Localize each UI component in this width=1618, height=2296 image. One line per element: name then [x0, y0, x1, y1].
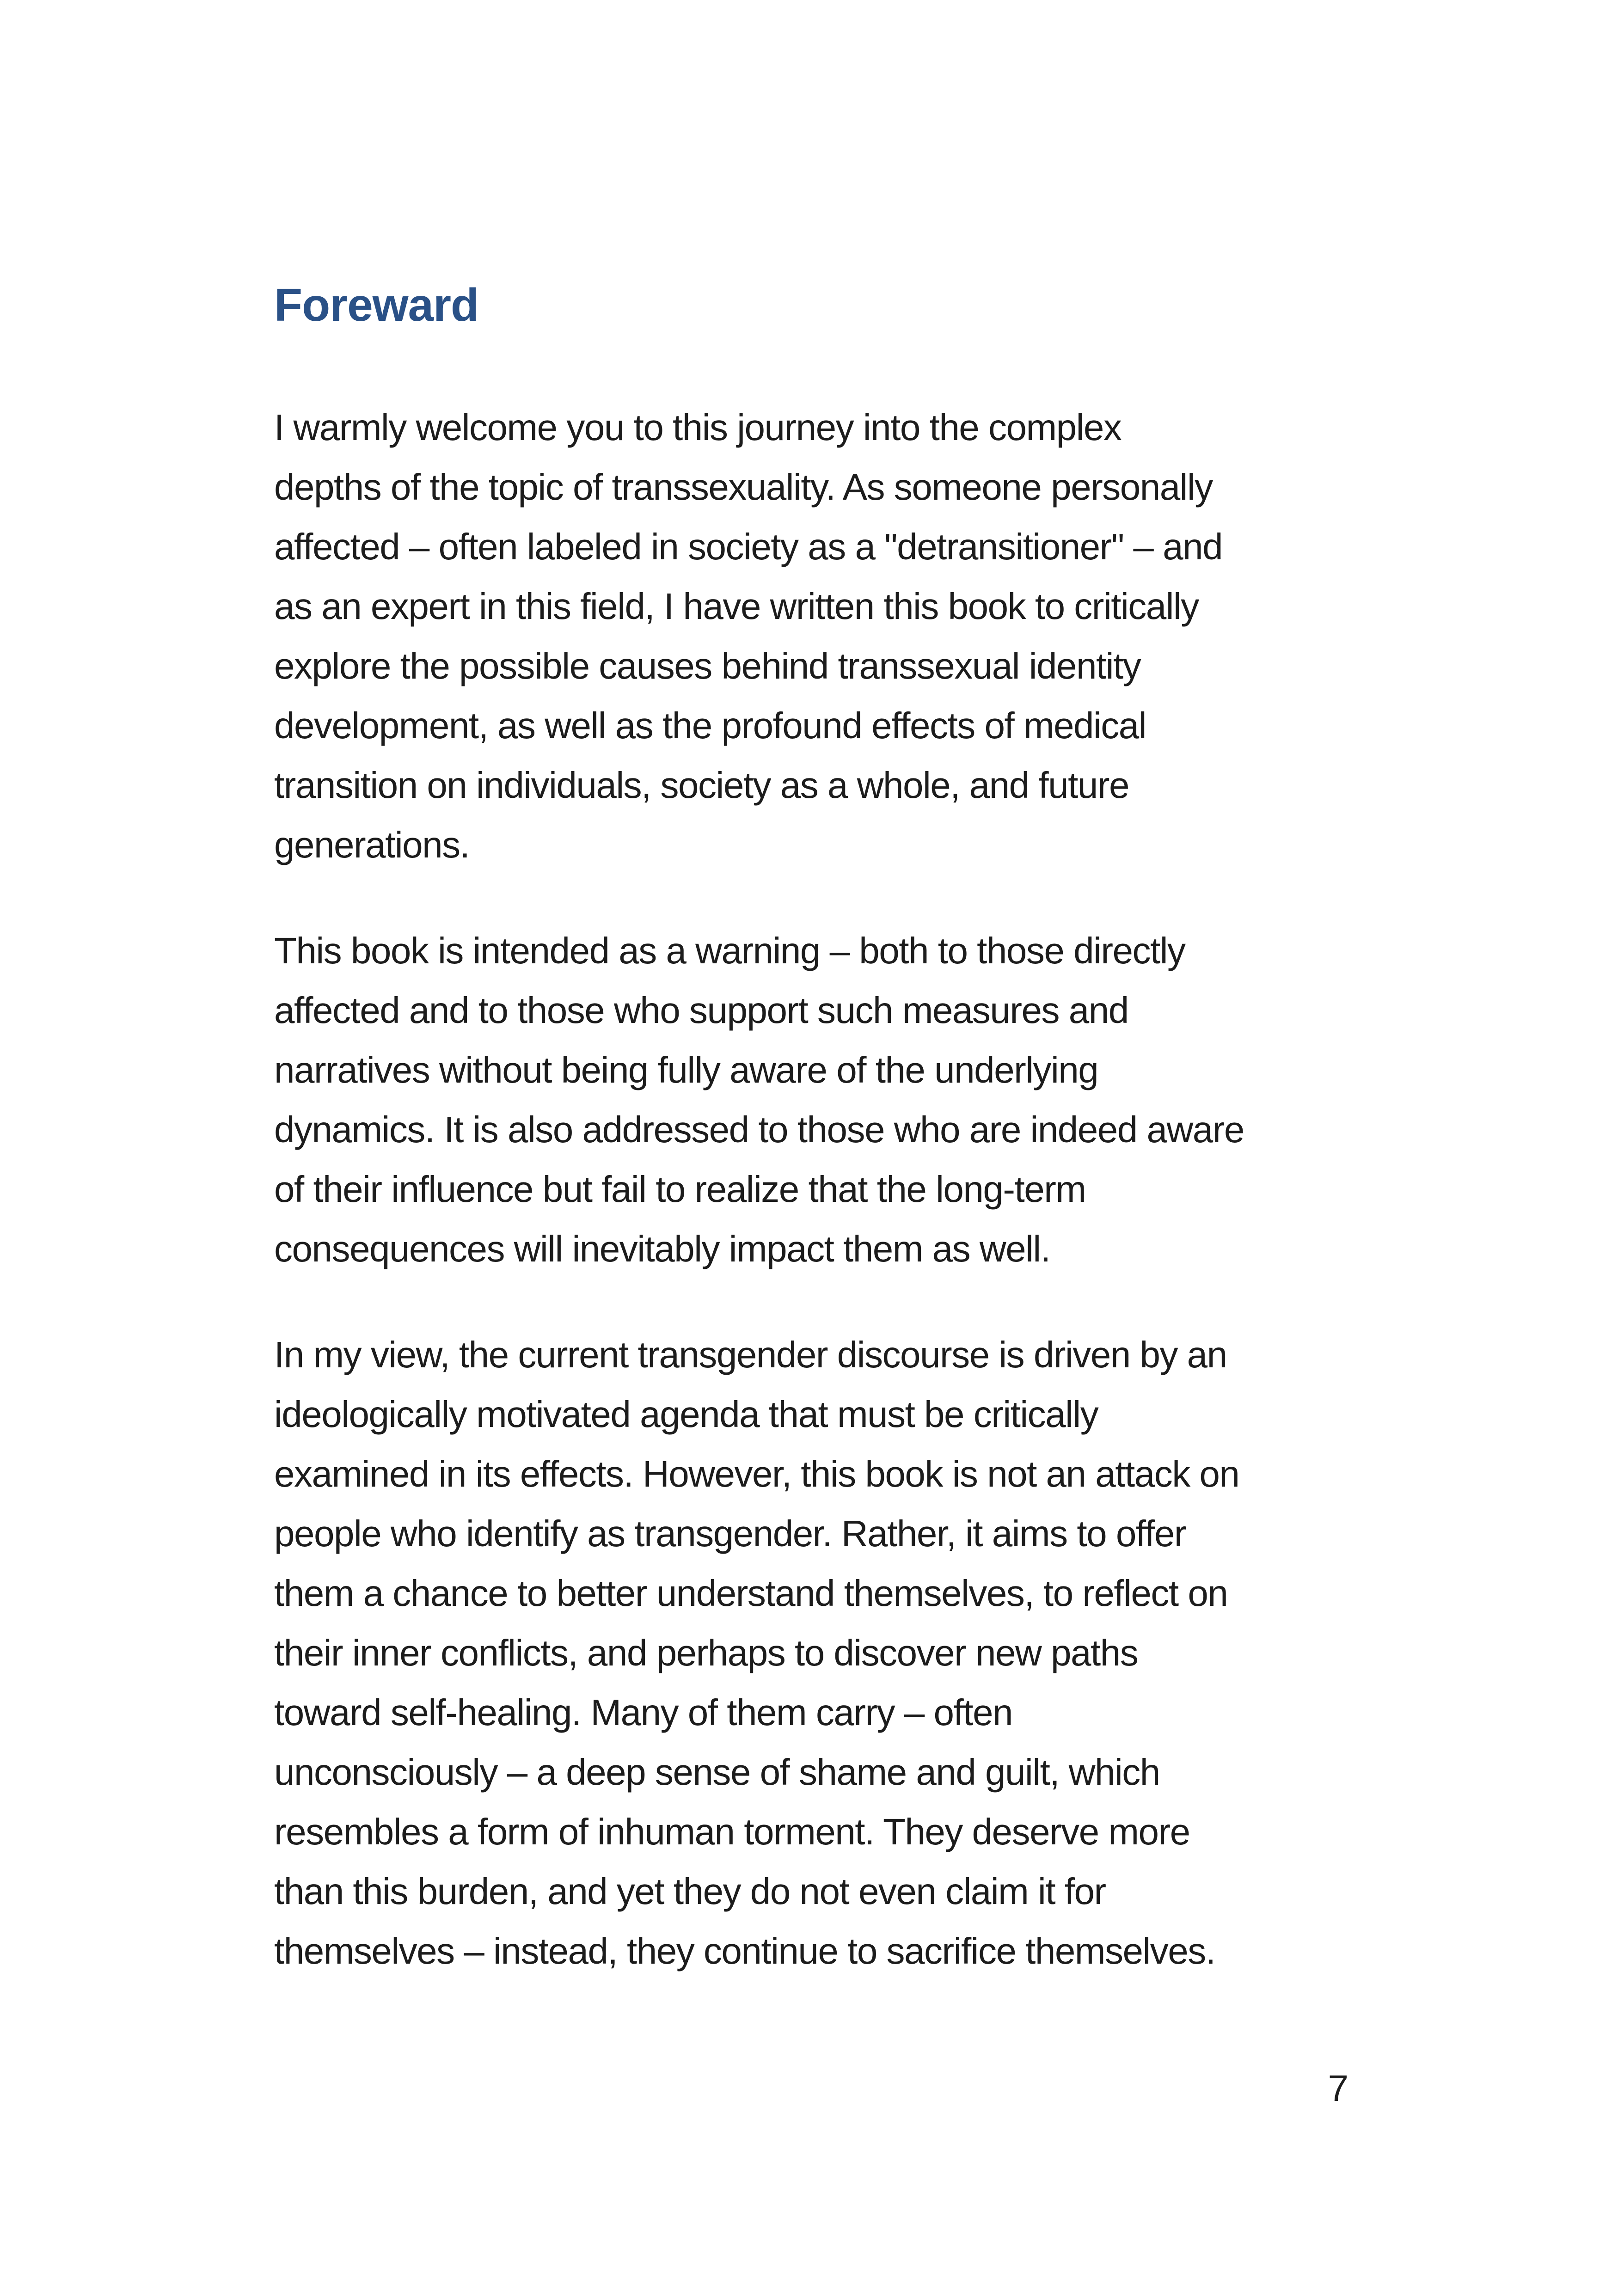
text-line: narratives without being fully aware of the underlying [274, 1049, 1098, 1090]
text-line: I warmly welcome you to this journey into the complex [274, 407, 1122, 448]
text-line: of their influence but fail to realize that the long-term [274, 1169, 1086, 1210]
text-line: than this burden, and yet they do not even claim it for [274, 1871, 1106, 1912]
text-line: consequences will inevitably impact them as well. [274, 1228, 1050, 1269]
text-line: unconsciously – a deep sense of shame and guilt, which [274, 1751, 1160, 1793]
text-line: affected and to those who support such measures and [274, 990, 1128, 1031]
text-line: examined in its effects. However, this book is not an attack on [274, 1453, 1239, 1494]
text-line: as an expert in this field, I have written this book to critically [274, 586, 1199, 627]
paragraph-1 [274, 398, 1351, 875]
page-number: 7 [1328, 2068, 1348, 2109]
text-line: their inner conflicts, and perhaps to discover new paths [274, 1632, 1138, 1673]
text-line: generations. [274, 824, 470, 865]
text-line: development, as well as the profound effects of medical [274, 705, 1146, 746]
text-line: In my view, the current transgender discourse is driven by an [274, 1334, 1227, 1375]
text-line: This book is intended as a warning – both to those directly [274, 930, 1185, 971]
text-line: resembles a form of inhuman torment. They deserve more [274, 1811, 1190, 1852]
text-line: toward self-healing. Many of them carry – often [274, 1692, 1012, 1733]
body-text [274, 398, 1351, 2027]
text-line: dynamics. It is also addressed to those who are indeed aware [274, 1109, 1244, 1150]
text-line: themselves – instead, they continue to sacrifice themselves. [274, 1930, 1215, 1971]
text-line: transition on individuals, society as a whole, and future [274, 765, 1129, 806]
text-line: them a chance to better understand themselves, to reflect on [274, 1573, 1228, 1614]
text-line: explore the possible causes behind transsexual identity [274, 645, 1141, 686]
text-line: people who identify as transgender. Rather, it aims to offer [274, 1513, 1186, 1554]
text-line: depths of the topic of transsexuality. As someone personally [274, 466, 1213, 508]
paragraph-2 [274, 921, 1351, 1279]
paragraph-3 [274, 1325, 1351, 1981]
text-line: affected – often labeled in society as a "detransitioner" – and [274, 526, 1223, 567]
text-line: ideologically motivated agenda that must be critically [274, 1394, 1098, 1435]
chapter-heading: Foreward [274, 279, 479, 331]
